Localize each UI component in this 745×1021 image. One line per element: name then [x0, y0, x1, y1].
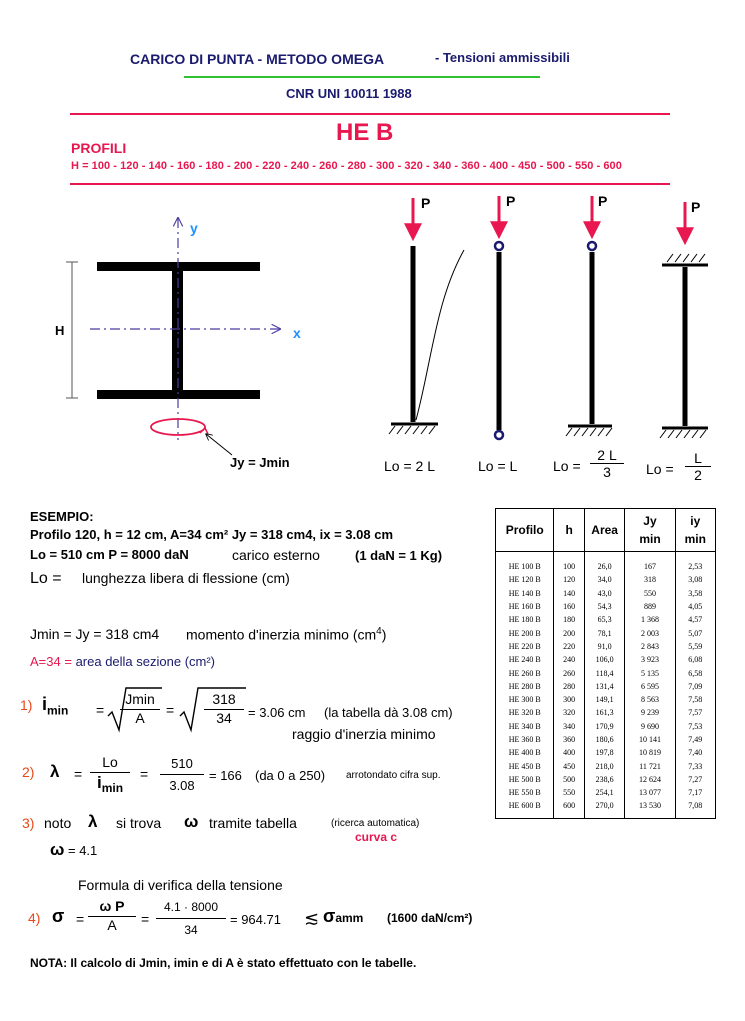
table-row: [496, 773, 716, 786]
step2-fraction-2: $\frac{510}{3.08}$: [160, 756, 204, 793]
step2-number: 2): [22, 764, 35, 780]
table-cell: HE 320 B: [496, 706, 554, 719]
table-cell: 7,33: [675, 759, 715, 772]
step4-number: 4): [28, 910, 41, 926]
load-label-1: P: [421, 195, 431, 211]
table-cell: 170,9: [584, 720, 625, 733]
step4-result: = 964.71: [230, 912, 281, 927]
example-heading: ESEMPIO:: [30, 509, 94, 524]
table-cell: 197,8: [584, 746, 625, 759]
table-cell: 10 141: [625, 733, 675, 746]
table-cell: 220: [554, 640, 584, 653]
table-cell: 4,57: [675, 613, 715, 626]
lo-label: Lo =: [30, 570, 62, 587]
case-4-fraction: $\frac{L}{2}$: [685, 450, 711, 483]
table-cell: HE 340 B: [496, 720, 554, 733]
inertia-leader: [206, 434, 232, 455]
table-cell: HE 200 B: [496, 626, 554, 639]
table-cell: 3,08: [675, 573, 715, 586]
table-cell: 11 721: [625, 759, 675, 772]
step1-symbol: $i_{min}$: [42, 694, 69, 718]
table-cell: 7,57: [675, 706, 715, 719]
table-cell: HE 140 B: [496, 587, 554, 600]
table-row: [496, 720, 716, 733]
table-row: [496, 626, 716, 639]
table-cell: 7,53: [675, 720, 715, 733]
table-cell: 160: [554, 600, 584, 613]
table-cell: 180,6: [584, 733, 625, 746]
table-row: [496, 733, 716, 746]
table-cell: 10 819: [625, 746, 675, 759]
step4-sigma: σ: [52, 906, 65, 926]
table-cell: 7,17: [675, 786, 715, 799]
step4-sigma-amm: σamm: [323, 906, 364, 926]
table-cell: 500: [554, 773, 584, 786]
col-jy: Jy min: [625, 509, 675, 552]
table-cell: 13 077: [625, 786, 675, 799]
table-cell: 600: [554, 799, 584, 818]
table-cell: 7,58: [675, 693, 715, 706]
table-cell: HE 260 B: [496, 666, 554, 679]
table-cell: 26,0: [584, 552, 625, 574]
table-cell: 7,49: [675, 733, 715, 746]
table-cell: 320: [554, 706, 584, 719]
step2-lambda: λ: [50, 762, 60, 781]
load-label-4: P: [691, 199, 701, 215]
col-profilo: Profilo: [496, 509, 554, 552]
table-cell: 550: [625, 587, 675, 600]
table-cell: 78,1: [584, 626, 625, 639]
table-cell: 340: [554, 720, 584, 733]
col-area: Area: [584, 509, 625, 552]
table-cell: 13 530: [625, 799, 675, 818]
table-row: [496, 600, 716, 613]
table-cell: HE 500 B: [496, 773, 554, 786]
table-cell: HE 600 B: [496, 799, 554, 818]
table-cell: HE 450 B: [496, 759, 554, 772]
table-cell: 34,0: [584, 573, 625, 586]
table-cell: 131,4: [584, 680, 625, 693]
table-cell: 2,53: [675, 552, 715, 574]
table-row: [496, 666, 716, 679]
divider-top: [70, 113, 670, 115]
step4-limit: (1600 daN/cm²): [387, 911, 473, 925]
table-cell: 43,0: [584, 587, 625, 600]
column-case-4: [660, 202, 708, 438]
step1-fraction-1: Jmin A: [120, 691, 160, 726]
table-cell: HE 280 B: [496, 680, 554, 693]
col-h: h: [554, 509, 584, 552]
table-cell: 400: [554, 746, 584, 759]
table-cell: 9 239: [625, 706, 675, 719]
jmin-value: Jmin = Jy = 318 cm4: [30, 626, 160, 642]
table-cell: 3,58: [675, 587, 715, 600]
table-cell: 5,07: [675, 626, 715, 639]
table-cell: 550: [554, 786, 584, 799]
table-cell: 889: [625, 600, 675, 613]
area-line: A=34 = area della sezione (cm²): [30, 654, 216, 669]
step3-text-c: tramite tabella: [209, 815, 297, 831]
table-row: [496, 640, 716, 653]
table-cell: HE 100 B: [496, 552, 554, 574]
step2-eq2: =: [140, 766, 149, 782]
axis-y-label: y: [190, 220, 198, 236]
table-cell: 260: [554, 666, 584, 679]
axis-x-label: x: [293, 325, 301, 341]
table-cell: 65,3: [584, 613, 625, 626]
table-cell: 270,0: [584, 799, 625, 818]
title-underline: [184, 76, 540, 78]
col-iy: iy min: [675, 509, 715, 552]
step1-eq2: =: [166, 702, 175, 718]
example-line2c: (1 daN = 1 Kg): [355, 548, 443, 563]
table-cell: HE 240 B: [496, 653, 554, 666]
table-cell: 106,0: [584, 653, 625, 666]
nota-footer: NOTA: Il calcolo di Jmin, imin e di A è stato effettuato con le tabelle.: [30, 956, 417, 970]
example-line2b: carico esterno: [232, 547, 320, 563]
table-cell: 149,1: [584, 693, 625, 706]
table-cell: 4,05: [675, 600, 715, 613]
step4-eq: =: [76, 911, 85, 927]
table-cell: 6 595: [625, 680, 675, 693]
step4-le-symbol: ≲: [304, 908, 320, 928]
step3-note: (ricerca automatica): [331, 818, 420, 829]
page-title: CARICO DI PUNTA - METODO OMEGA: [130, 51, 385, 67]
table-cell: 161,3: [584, 706, 625, 719]
table-cell: 318: [625, 573, 675, 586]
profili-label: PROFILI: [71, 140, 127, 156]
case-4-prefix: Lo =: [646, 461, 674, 477]
table-row: [496, 573, 716, 586]
verify-title: Formula di verifica della tensione: [78, 877, 283, 893]
step2-result: = 166: [209, 768, 242, 783]
step1-result: = 3.06 cm: [248, 705, 306, 720]
table-cell: 7,40: [675, 746, 715, 759]
table-body: [496, 552, 716, 819]
table-cell: 167: [625, 552, 675, 574]
table-cell: 8 563: [625, 693, 675, 706]
table-cell: HE 550 B: [496, 786, 554, 799]
step2-fraction-1: Lo $i_{min}$: [90, 754, 130, 795]
table-cell: 9 690: [625, 720, 675, 733]
step3-omega: ω: [184, 812, 199, 831]
step4-eq2: =: [141, 911, 150, 927]
table-row: [496, 693, 716, 706]
step1-number: 1): [20, 697, 33, 713]
table-cell: 12 624: [625, 773, 675, 786]
step1-eq: =: [96, 702, 105, 718]
table-row: [496, 799, 716, 818]
column-case-1: [389, 198, 464, 434]
step1-caption: raggio d'inerzia minimo: [292, 726, 436, 742]
norm-reference: CNR UNI 10011 1988: [286, 86, 412, 101]
table-cell: HE 400 B: [496, 746, 554, 759]
table-row: [496, 786, 716, 799]
table-cell: HE 160 B: [496, 600, 554, 613]
table-row: [496, 759, 716, 772]
table-cell: 450: [554, 759, 584, 772]
case-3-fraction: $\frac{2 L}{3}$: [590, 447, 624, 480]
column-case-3: [566, 196, 612, 436]
table-cell: 3 923: [625, 653, 675, 666]
lo-definition: lunghezza libera di flessione (cm): [82, 570, 290, 586]
step1-fraction-2: $\frac{318}{34}$: [204, 691, 244, 726]
column-cases-diagram: [350, 190, 730, 450]
table-cell: 54,3: [584, 600, 625, 613]
step4-fraction-1: $\frac{\text{ω P}}{A}$: [88, 898, 136, 933]
table-cell: 5 135: [625, 666, 675, 679]
table-cell: 238,6: [584, 773, 625, 786]
table-cell: 100: [554, 552, 584, 574]
table-row: [496, 613, 716, 626]
step2-range: (da 0 a 250): [255, 768, 326, 783]
step4-fraction-2: $\frac{4.1 \cdot 8000}{34}$: [156, 900, 226, 937]
case-1-label: Lo = 2 L: [384, 458, 435, 474]
table-cell: 200: [554, 626, 584, 639]
table-cell: HE 300 B: [496, 693, 554, 706]
table-cell: 280: [554, 680, 584, 693]
table-cell: HE 360 B: [496, 733, 554, 746]
table-row: [496, 706, 716, 719]
case-2-label: Lo = L: [478, 458, 518, 474]
table-cell: HE 180 B: [496, 613, 554, 626]
table-cell: 218,0: [584, 759, 625, 772]
example-line1: Profilo 120, h = 12 cm, A=34 cm² Jy = 318 cm4, ix = 3.08 cm: [30, 527, 394, 542]
load-label-2: P: [506, 193, 516, 209]
table-cell: 6,58: [675, 666, 715, 679]
step3-text-a: noto: [44, 815, 72, 831]
table-cell: 140: [554, 587, 584, 600]
omega-symbol: ω: [50, 840, 65, 859]
profile-type-title: HE B: [336, 119, 394, 146]
load-label-3: P: [598, 193, 608, 209]
step3-text-b: si trova: [116, 815, 162, 831]
page-subtitle: - Tensioni ammissibili: [435, 50, 570, 65]
step2-note: arrotondato cifra sup.: [346, 770, 441, 781]
column-case-2: [495, 196, 503, 439]
step3-number: 3): [22, 815, 35, 831]
table-header-row: [496, 509, 716, 552]
table-row: [496, 587, 716, 600]
table-row: [496, 552, 716, 574]
table-row: [496, 746, 716, 759]
table-row: [496, 653, 716, 666]
table-cell: HE 120 B: [496, 573, 554, 586]
table-cell: 180: [554, 613, 584, 626]
table-cell: 7,27: [675, 773, 715, 786]
step2-eq: =: [74, 766, 83, 782]
step1-note: (la tabella dà 3.08 cm): [324, 705, 453, 720]
heb-profile-table: [495, 508, 716, 819]
table-cell: 240: [554, 653, 584, 666]
table-cell: 120: [554, 573, 584, 586]
table-cell: 7,08: [675, 799, 715, 818]
table-cell: HE 220 B: [496, 640, 554, 653]
omega-value: = 4.1: [68, 843, 98, 858]
table-cell: 1 368: [625, 613, 675, 626]
table-cell: 6,08: [675, 653, 715, 666]
profili-list: H = 100 - 120 - 140 - 160 - 180 - 200 - 220 - 240 - 260 - 280 - 300 - 320 - 340 - 360 - 400 - 450 - 500 - 550 - 600: [71, 160, 622, 172]
table-cell: 7,09: [675, 680, 715, 693]
table-cell: 2 003: [625, 626, 675, 639]
jmin-description: momento d'inerzia minimo $(cm^4)$: [186, 626, 387, 643]
table-cell: 300: [554, 693, 584, 706]
inertia-label: Jy = Jmin: [230, 455, 290, 470]
divider-bottom: [70, 183, 670, 185]
table-cell: 91,0: [584, 640, 625, 653]
table-cell: 254,1: [584, 786, 625, 799]
table-cell: 360: [554, 733, 584, 746]
step3-curve: curva c: [355, 830, 398, 844]
table-cell: 118,4: [584, 666, 625, 679]
table-cell: 5,59: [675, 640, 715, 653]
case-3-prefix: Lo =: [553, 458, 581, 474]
example-line2a: Lo = 510 cm P = 8000 daN: [30, 547, 189, 562]
table-row: [496, 680, 716, 693]
table-cell: 2 843: [625, 640, 675, 653]
step3-lambda: λ: [88, 812, 98, 831]
height-label: H: [55, 323, 65, 338]
